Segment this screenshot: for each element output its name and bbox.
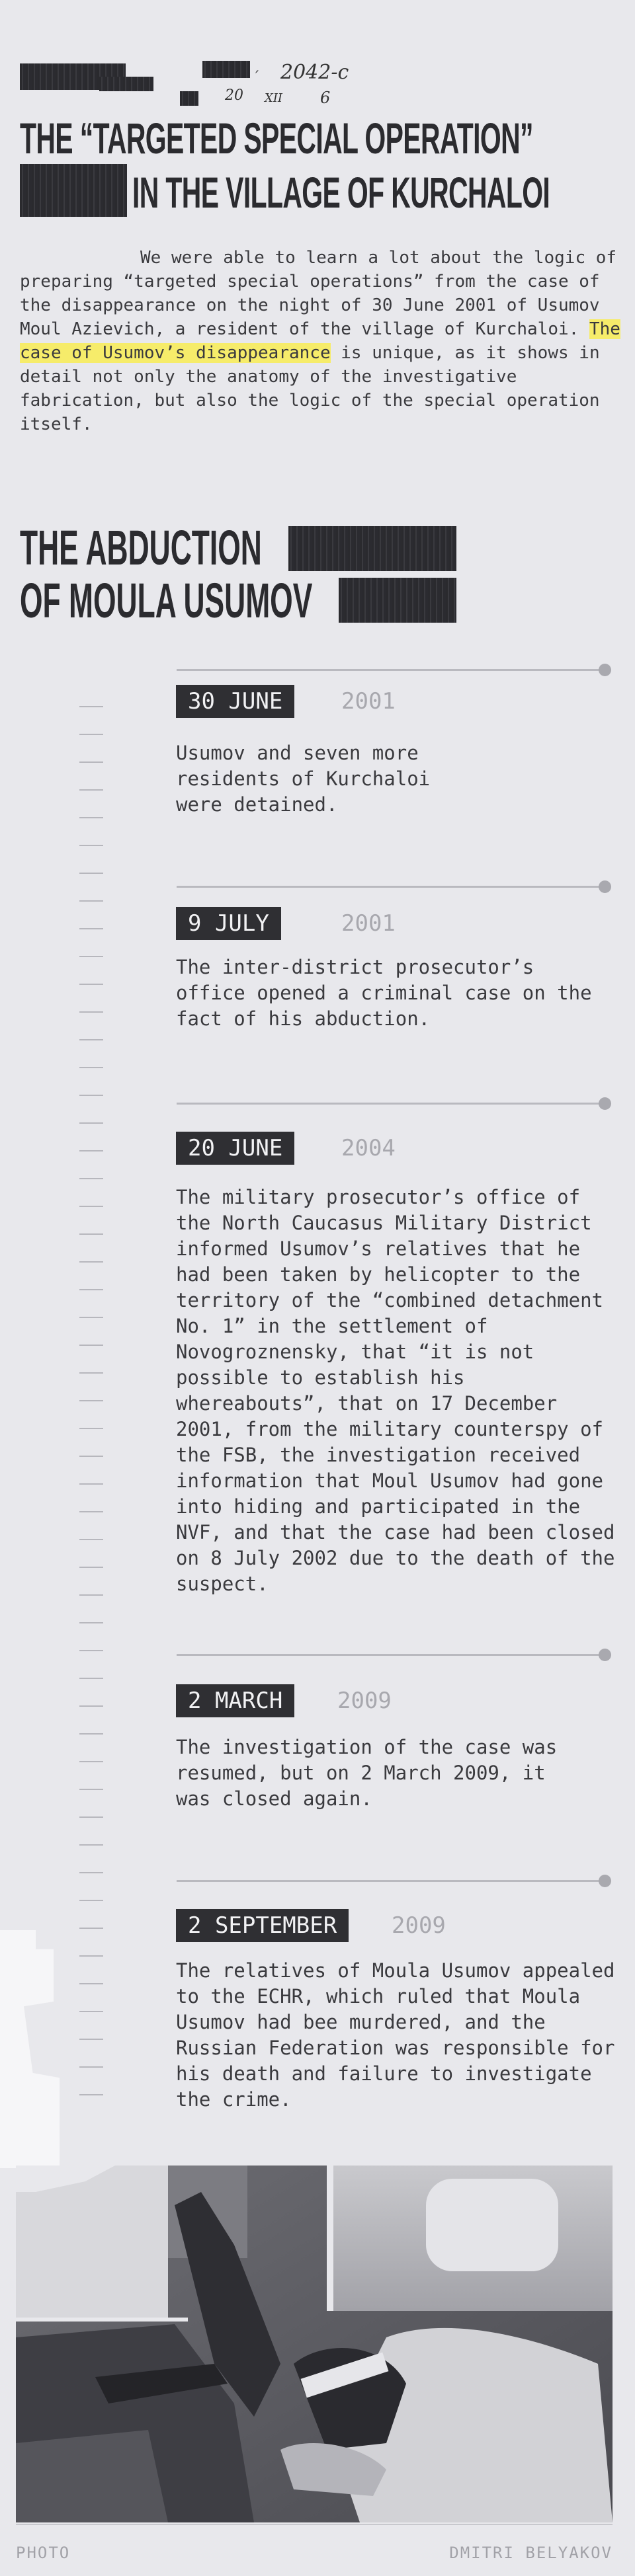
timeline-tick: [79, 1261, 103, 1263]
timeline-tick: [79, 1095, 103, 1096]
timeline-tick: [79, 761, 103, 763]
timeline-tick: [79, 1650, 103, 1651]
timeline-entry-text: The investigation of the case was resumed, but on 2 March 2009, it was closed again.: [176, 1736, 558, 1810]
year-label: 2001: [341, 688, 396, 715]
timeline-entry-text: Usumov and seven more residents of Kurchaloi were detained.: [176, 742, 431, 816]
intro-text: We were able to learn a lot about the logic of preparing “targeted special operations” from the case of the disappearance on the night of 30 June 2001 of Usumov Moul Azievich, a resident of the village of Kurchaloi.: [20, 248, 617, 339]
timeline-tick: [79, 1983, 103, 1984]
handwritten-mark: ′: [255, 69, 259, 85]
timeline-tick: [79, 900, 103, 902]
date-label: 20 JUNE: [176, 1132, 294, 1165]
timeline-entry-text: The relatives of Moula Usumov appealed to the ECHR, which ruled that Moula Usumov had bee murdered, and the Russian Federation was responsible for his death and failure to investigate the crime.: [176, 1959, 615, 2111]
timeline-tick: [79, 706, 103, 707]
photo-image: [16, 2166, 613, 2522]
page-title-line-1: THE “TARGETED SPECIAL OPERATION”: [20, 114, 533, 163]
timeline-tick: [79, 1456, 103, 1457]
redaction-bar: [288, 526, 456, 571]
year-label: 2009: [337, 1688, 392, 1714]
timeline-separator: [177, 669, 603, 671]
torn-paper-edge: [0, 1930, 60, 2168]
timeline-tick: [79, 1844, 103, 1846]
footer-photo-label: PHOTO: [16, 2544, 71, 2562]
timeline-tick: [79, 928, 103, 929]
timeline-tick: [79, 1622, 103, 1623]
handwritten-note: 2042-c: [280, 61, 349, 84]
timeline-tick: [79, 873, 103, 874]
redaction-bar: [202, 61, 250, 78]
handwritten-note: 6: [320, 89, 331, 107]
timeline-tick: [79, 1122, 103, 1124]
timeline-entry-text: The inter-district prosecutor’s office opened a criminal case on the fact of his abduction.: [176, 956, 592, 1030]
year-label: 2001: [341, 910, 396, 937]
timeline-tick: [79, 1039, 103, 1040]
timeline-tick: [79, 1150, 103, 1151]
section-title-line-2: OF MOULA USUMOV: [20, 573, 313, 628]
timeline-tick: [79, 845, 103, 846]
timeline-tick: [79, 1067, 103, 1068]
redaction-bar: [99, 77, 153, 91]
intro-paragraph: [20, 246, 622, 436]
timeline-tick: [79, 1289, 103, 1290]
timeline-tick: [79, 1733, 103, 1735]
intro-text-end: is unique, as it shows in detail not only the anatomy of the investigative fabrication, but also the logic of the special operation itself.: [20, 343, 600, 434]
timeline-separator: [177, 1880, 603, 1882]
timeline-tick: [79, 1678, 103, 1679]
redaction-bar: [20, 164, 127, 217]
timeline-tick: [79, 817, 103, 818]
timeline-tick: [79, 984, 103, 985]
timeline-tick: [79, 2011, 103, 2012]
timeline-tick: [79, 1900, 103, 1901]
timeline-tick: [79, 1345, 103, 1346]
timeline-tick: [79, 1928, 103, 1929]
photo: [16, 2166, 613, 2522]
timeline-tick: [79, 1206, 103, 1207]
timeline-tick: [79, 1483, 103, 1485]
highlighted-text: The case of Usumov’s disappearance: [20, 319, 620, 363]
timeline-tick: [79, 956, 103, 957]
timeline-tick: [79, 2094, 103, 2095]
timeline-tick: [79, 1955, 103, 1957]
timeline-tick: [79, 1372, 103, 1374]
date-label: 30 JUNE: [176, 685, 294, 718]
timeline-tick: [79, 1178, 103, 1179]
timeline-tick: [79, 1011, 103, 1013]
timeline-entry-text: The military prosecutor’s office of the North Caucasus Military District informed Usumov’s relatives that he had been taken by helicopter to the territory of the “combined detachment No. 1” in the settlement of Novogroznensky, that “it is not possible to establish his whereabouts”, that on 17 December 2001, from the military counterspy of the FSB, the investigation received information that Moul Usumov had gone into hiding and participated in the NVF, and that the case had been closed on 8 July 2002 due to the death of the suspect.: [176, 1186, 615, 1595]
handwritten-note: XII: [265, 91, 283, 105]
timeline-tick: [79, 2066, 103, 2068]
timeline-tick: [79, 1400, 103, 1401]
timeline-tick: [79, 2039, 103, 2040]
timeline-tick: [79, 789, 103, 791]
timeline-separator: [177, 886, 603, 888]
date-label: 2 MARCH: [176, 1684, 294, 1717]
timeline-tick: [79, 1428, 103, 1429]
date-label: 9 JULY: [176, 907, 281, 940]
timeline-tick: [79, 1233, 103, 1235]
timeline-tick: [79, 1594, 103, 1596]
timeline-tick: [79, 1761, 103, 1762]
timeline-tick: [79, 1539, 103, 1540]
timeline-tick: [79, 1705, 103, 1707]
year-label: 2009: [392, 1912, 446, 1939]
timeline-separator: [177, 1654, 603, 1656]
handwritten-note: 20: [225, 87, 243, 104]
redaction-bar: [180, 91, 198, 106]
date-label: 2 SEPTEMBER: [176, 1909, 349, 1942]
timeline-tick: [79, 1317, 103, 1318]
redaction-bar: [339, 578, 456, 623]
timeline-tick: [79, 734, 103, 735]
footer-photographer: DMITRI BELYAKOV: [449, 2544, 613, 2562]
page-title-line-2: IN THE VILLAGE OF KURCHALOI: [132, 168, 550, 217]
timeline-tick: [79, 1789, 103, 1790]
timeline-tick: [79, 1816, 103, 1818]
section-title-line-1: THE ABDUCTION: [20, 520, 262, 575]
timeline-tick: [79, 1511, 103, 1512]
timeline-separator: [177, 1103, 603, 1105]
timeline-tick: [79, 1872, 103, 1873]
timeline-tick: [79, 1567, 103, 1568]
footer-divider: [16, 2524, 613, 2525]
year-label: 2004: [341, 1135, 396, 1161]
